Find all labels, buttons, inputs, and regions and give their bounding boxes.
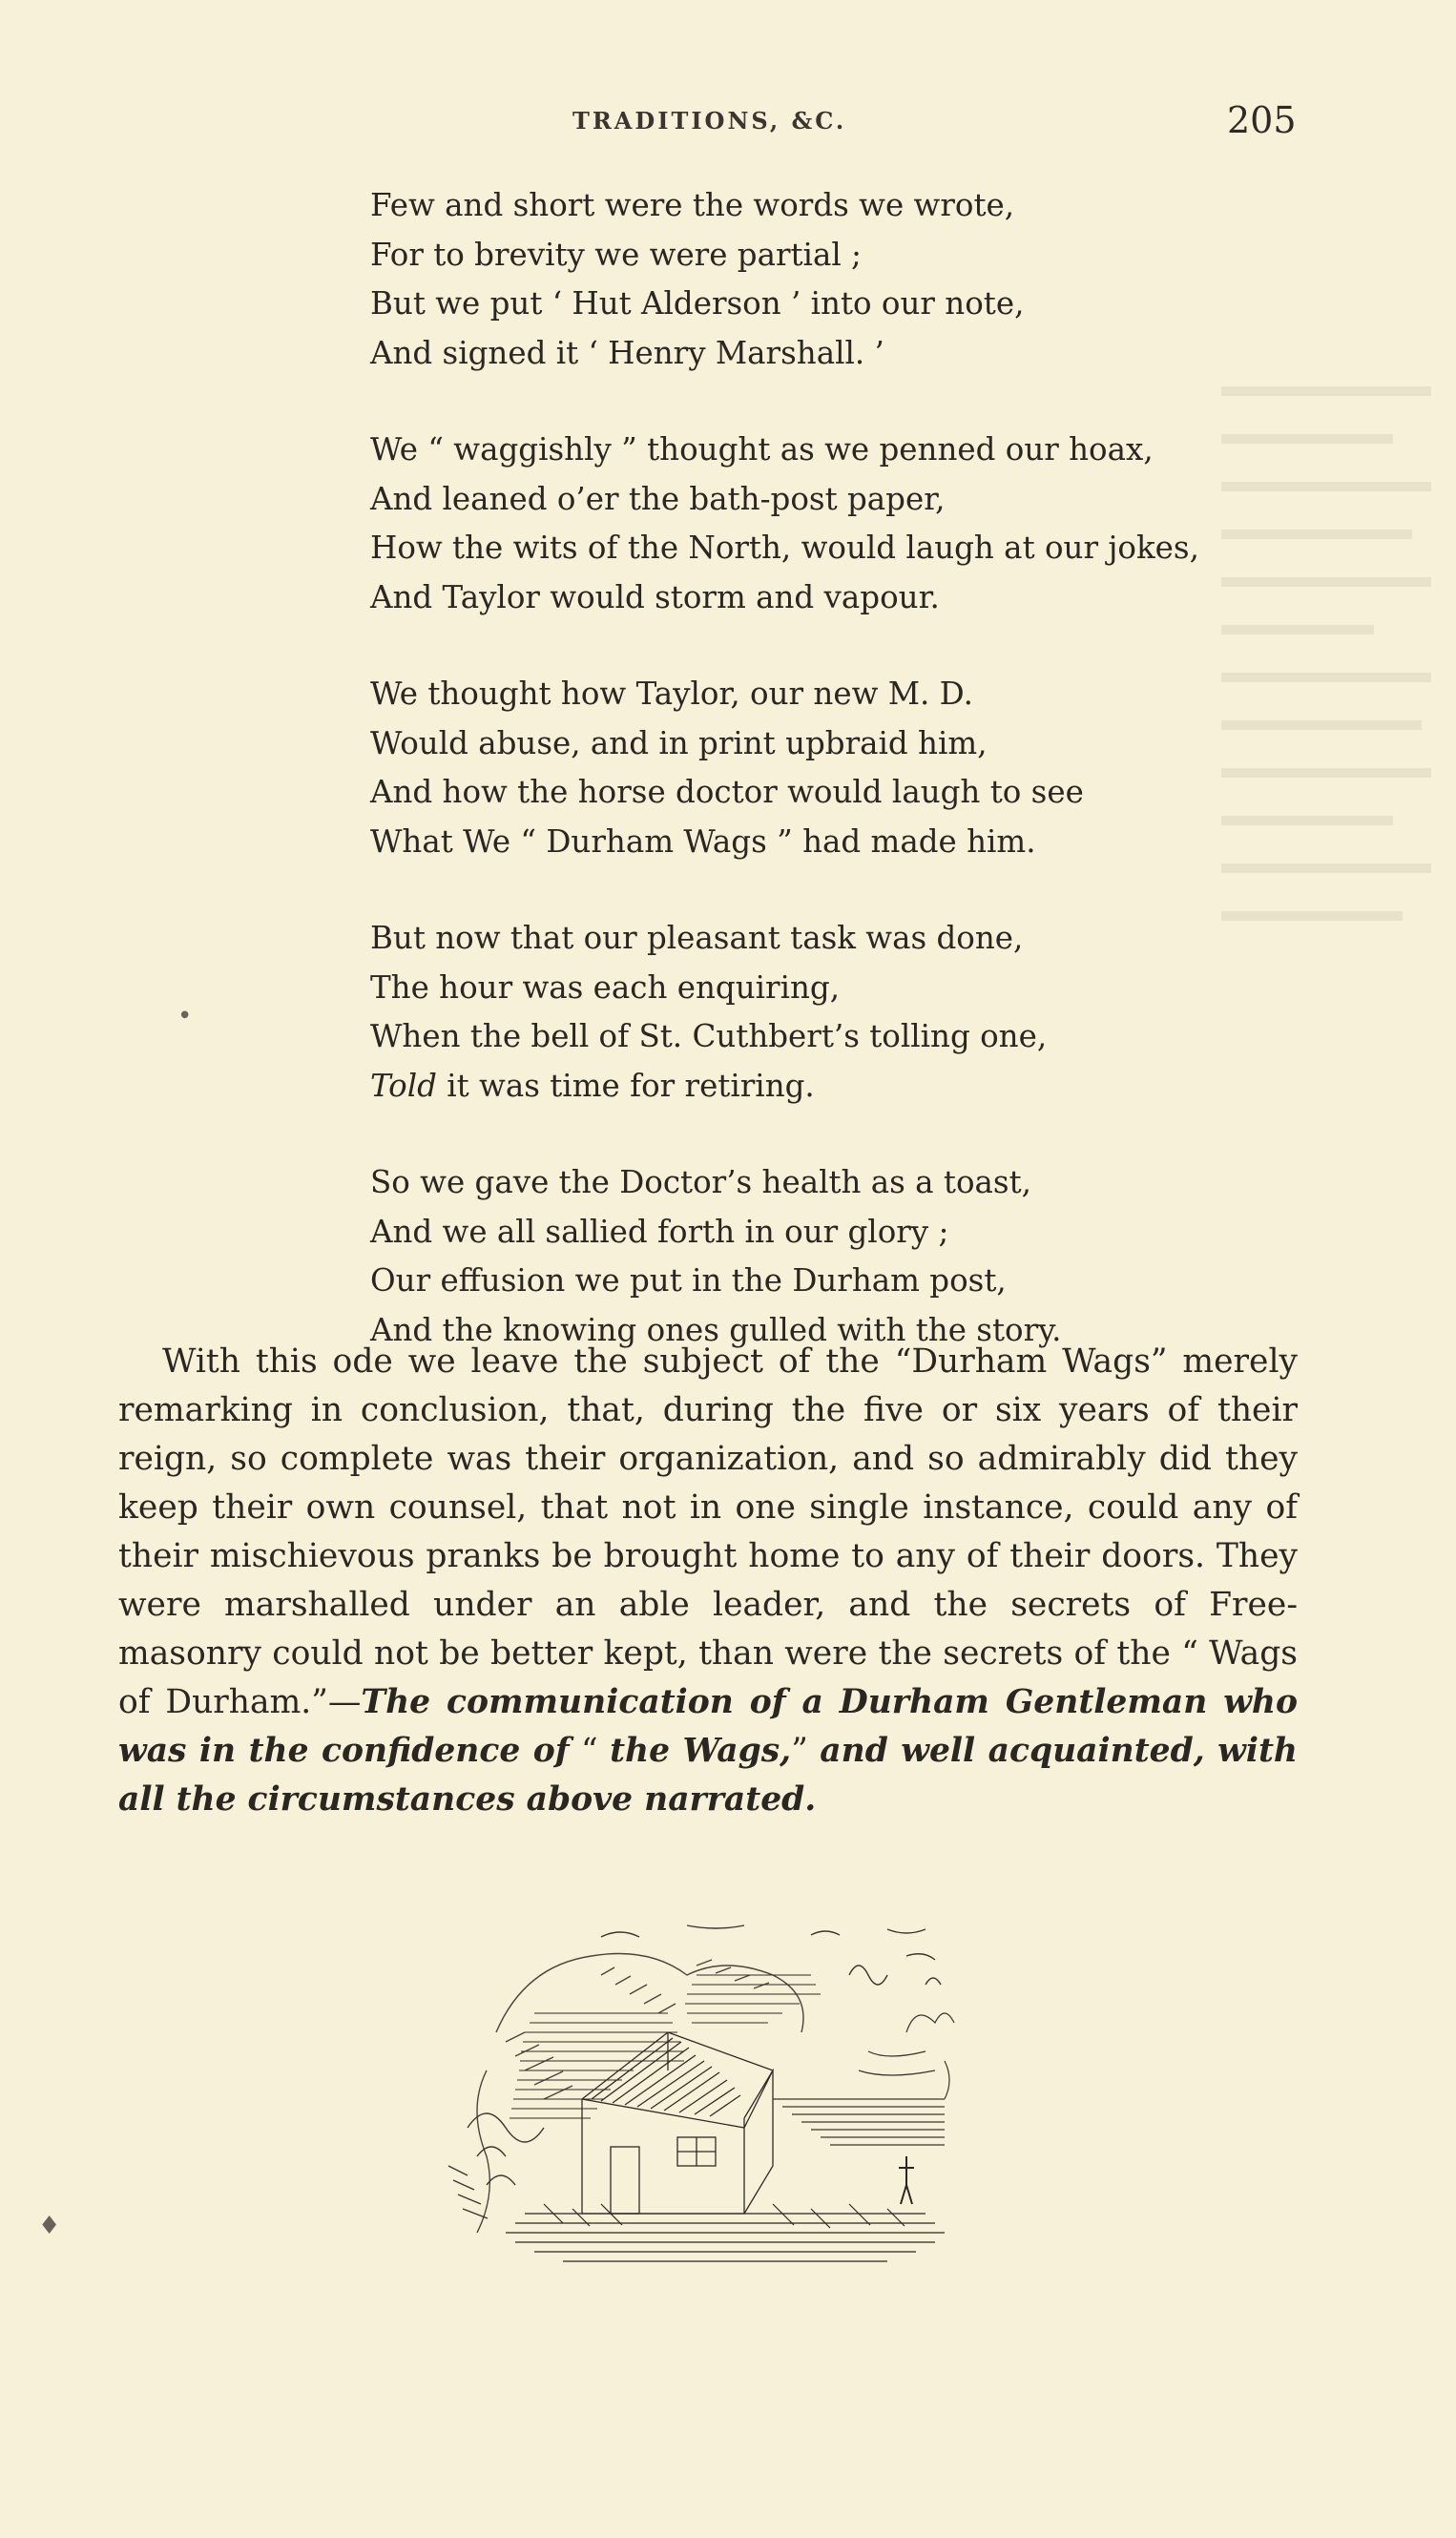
poem-line: For to brevity we were partial ; [370,236,863,273]
stanza-5 [370,1158,1286,1355]
poem-line: Few and short were the words we wrote, [370,187,1015,223]
poem-line: And leaned o’er the bath-post paper, [370,480,946,517]
stanza-3 [370,670,1286,866]
poem-line: Would abuse, and in print upbraid him, [370,724,988,761]
poem-line: Our effusion we put in the Durham post, [370,1262,1007,1299]
prose-paragraph [118,1338,1298,1824]
prose-text: With this ode we leave the subject of the “Durham Wags” merely remarking in conclusion, that, during the five or six years of their reign, so complete was their organization, and so admirably did they keep their own counsel, that not in one single instance, could any of their mischievous pranks be brought home to any of their doors. They were marshalled under an able leader, and the secrets of Free-masonry could not be better kept, than were the secrets of the “ Wags of Durham.”— [118,1342,1298,1721]
poem-line: The hour was each enquiring, [370,968,841,1006]
poem-line: And the knowing ones gulled with the story. [370,1311,1062,1348]
line-rest: it was time for retiring. [436,1067,815,1104]
poem-line: We “ waggishly ” thought as we penned our hoax, [370,431,1154,468]
poem [370,181,1286,1403]
engraved-cottage-vignette-icon [410,1918,1040,2280]
poem-line: But now that our pleasant task was done, [370,920,1024,956]
running-head [0,99,1456,145]
page-number: 205 [1227,99,1297,141]
stanza-4 [370,914,1286,1111]
poem-line: But we put ‘ Hut Alderson ’ into our note, [370,285,1025,322]
prose-italic-attribution: The communication of a Durham Gentleman who was in the confidence of [118,1683,1298,1770]
poem-line-italic-start [370,1062,1286,1112]
italic-word: Told [370,1067,437,1104]
poem-line: So we gave the Doctor’s health as a toast, [370,1164,1031,1200]
poem-line: How the wits of the North, would laugh at our jokes, [370,530,1199,566]
poem-line: And how the horse doctor would laugh to see [370,774,1084,810]
poem-line: What We “ Durham Wags ” had made him. [370,822,1036,860]
stanza-2 [370,426,1286,622]
stray-mark: ♦ [38,2212,61,2240]
stray-mark: • [177,1002,193,1030]
poem-line: And Taylor would storm and vapour. [370,578,940,615]
poem-line: We thought how Taylor, our new M. D. [370,676,973,712]
prose-quote-open: “ [569,1732,611,1770]
poem-line: And we all sallied forth in our glory ; [370,1213,949,1250]
vignette-drawing [410,1918,1040,2280]
running-title: TRADITIONS, &C. [572,107,847,135]
prose-italic-ending: and well acquainted, with all the circumstances above narrated. [118,1732,1299,1819]
stanza-1 [370,181,1286,378]
prose-quote-close: ” [791,1732,821,1770]
poem-line: And signed it ‘ Henry Marshall. ’ [370,334,884,371]
poem-line: When the bell of St. Cuthbert’s tolling one, [370,1018,1048,1054]
prose-italic-wags: the Wags, [610,1732,792,1770]
